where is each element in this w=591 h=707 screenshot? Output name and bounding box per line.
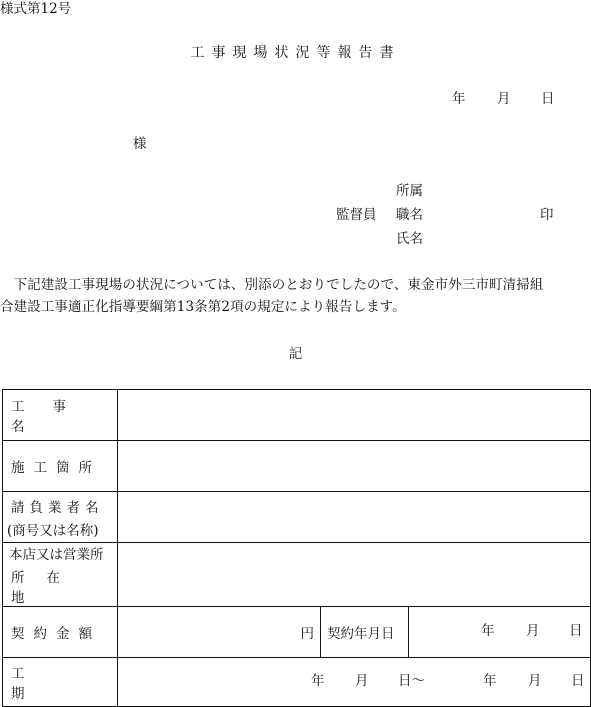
name-label: 氏名: [396, 231, 423, 247]
period-end-day: 日: [571, 673, 585, 689]
body-text-line1: 下記建設工事現場の状況については、別添のとおりでしたので、東金市外三市町清掃組: [0, 277, 544, 293]
period-end-year: 年: [483, 673, 497, 689]
report-table: [2, 389, 591, 707]
contractor-label-line1: 請負業者名: [11, 499, 104, 516]
date-year: 年: [452, 91, 466, 107]
contract-amount-label: 契約金額: [11, 626, 101, 642]
period-end-month: 月: [528, 673, 542, 689]
row-construction-name: [3, 390, 591, 441]
office-label-line1: 本店又は営業所: [9, 547, 104, 563]
row-office: [3, 543, 591, 607]
period-start-month: 月: [355, 673, 369, 689]
contract-date-label: 契約年月日: [327, 626, 395, 642]
seal-mark: 印: [540, 207, 554, 223]
period-value[interactable]: [118, 658, 591, 707]
office-value[interactable]: [118, 543, 591, 607]
office-label: [3, 543, 117, 606]
contract-amount-value[interactable]: [118, 607, 321, 658]
contractor-value[interactable]: [118, 492, 591, 543]
construction-name-value[interactable]: [118, 390, 591, 441]
contract-date-month: 月: [526, 623, 540, 639]
yen-unit: 円: [300, 626, 314, 642]
office-label-line2: 所在地: [11, 570, 82, 606]
row-contractor: [3, 492, 591, 543]
construction-name-label: [3, 395, 117, 435]
row-period: [3, 658, 591, 707]
contract-date-value[interactable]: [409, 607, 591, 658]
contract-date-day: 日: [569, 623, 583, 639]
period-text: 工期: [11, 666, 93, 702]
document-title: 工事現場状況等報告書: [190, 45, 401, 61]
row-construction-site: [3, 441, 591, 492]
construction-site-label: 施工箇所: [11, 460, 101, 476]
contract-date-label-cell: [321, 607, 409, 658]
period-start-year: 年: [311, 673, 325, 689]
construction-name-text: 工事名: [11, 399, 94, 435]
row-contract: [3, 607, 591, 658]
affiliation-label: 所属: [396, 183, 423, 199]
form-number: 様式第12号: [0, 1, 72, 17]
construction-site-value[interactable]: [118, 441, 591, 492]
contractor-label-line2: (商号又は名称): [7, 522, 99, 539]
contract-date-year: 年: [481, 623, 495, 639]
date-month: 月: [497, 91, 511, 107]
body-text-line2: 合建設工事適正化指導要綱第13条第2項の規定により報告します。: [0, 299, 406, 315]
date-day: 日: [541, 91, 555, 107]
ki-heading: 記: [288, 346, 303, 362]
position-label: 職名: [396, 207, 423, 223]
contractor-label: [3, 496, 117, 539]
addressee-suffix: 様: [133, 136, 147, 152]
period-start-day: 日～: [398, 673, 425, 689]
period-label: [3, 662, 117, 702]
inspector-role: 監督員: [336, 207, 377, 223]
